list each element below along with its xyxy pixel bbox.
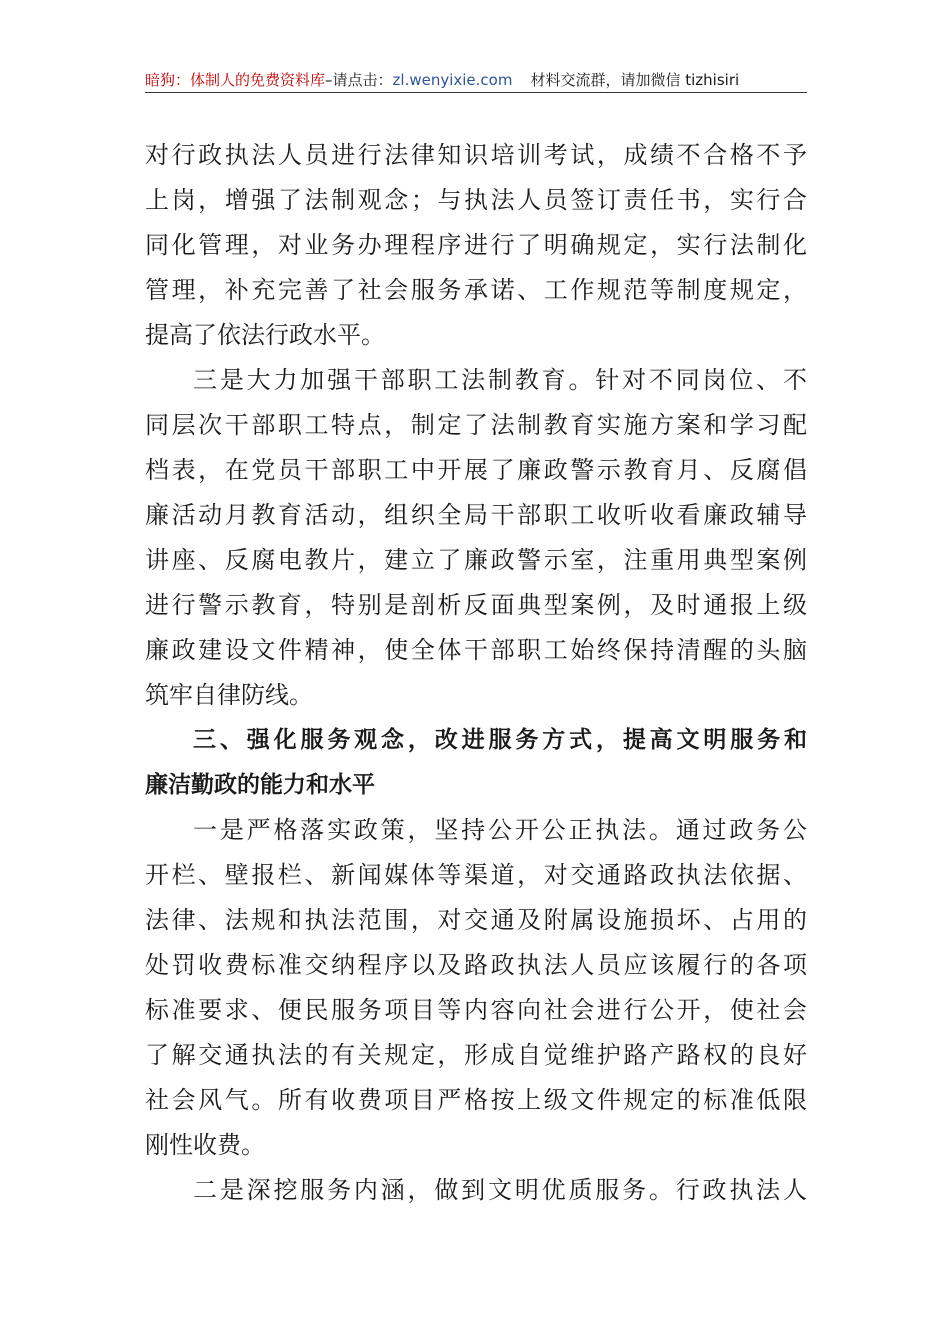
header-group-text: 材料交流群，请加微信 tizhisiri: [530, 71, 740, 89]
body-line: 同层次干部职工特点，制定了法制教育实施方案和学习配: [145, 411, 807, 439]
header-site-name: 暗狗：体制人的免费资料库: [145, 71, 326, 89]
body-line: 档表，在党员干部职工中开展了廉政警示教育月、反腐倡: [145, 456, 807, 484]
body-line: 管理，补充完善了社会服务承诺、工作规范等制度规定，: [145, 276, 807, 304]
body-line: 法律、法规和执法范围，对交通及附属设施损坏、占用的: [145, 906, 807, 934]
header-click-prompt: –请点击：: [325, 71, 393, 89]
paragraph-start: 一是严格落实政策，坚持公开公正执法。通过政务公: [193, 816, 807, 844]
body-line: 刚性收费。: [145, 1131, 265, 1159]
document-body: [145, 133, 807, 1213]
page-header: [145, 70, 807, 93]
paragraph-start: 二是深挖服务内涵，做到文明优质服务。行政执法人: [193, 1176, 807, 1204]
body-line: 社会风气。所有收费项目严格按上级文件规定的标准低限: [145, 1086, 807, 1114]
body-line: 了解交通执法的有关规定，形成自觉维护路产路权的良好: [145, 1041, 807, 1069]
body-line: 标准要求、便民服务项目等内容向社会进行公开，使社会: [145, 996, 807, 1024]
body-line: 廉政建设文件精神，使全体干部职工始终保持清醒的头脑: [145, 636, 807, 664]
header-url-link[interactable]: zl.wenyixie.com: [392, 71, 513, 89]
paragraph-start: 三是大力加强干部职工法制教育。针对不同岗位、不: [193, 366, 807, 394]
body-line: 进行警示教育，特别是剖析反面典型案例，及时通报上级: [145, 591, 807, 619]
body-line: 筑牢自律防线。: [145, 681, 313, 709]
section-heading: 廉洁勤政的能力和水平: [145, 772, 375, 798]
body-line: 同化管理，对业务办理程序进行了明确规定，实行法制化: [145, 231, 807, 259]
body-line: 提高了依法行政水平。: [145, 321, 385, 349]
body-line: 处罚收费标准交纳程序以及路政执法人员应该履行的各项: [145, 951, 807, 979]
body-line: 廉活动月教育活动，组织全局干部职工收听收看廉政辅导: [145, 501, 807, 529]
body-line: 对行政执法人员进行法律知识培训考试，成绩不合格不予: [145, 141, 807, 169]
body-line: 开栏、壁报栏、新闻媒体等渠道，对交通路政执法依据、: [145, 861, 807, 889]
body-line: 讲座、反腐电教片，建立了廉政警示室，注重用典型案例: [145, 546, 807, 574]
body-line: 上岗，增强了法制观念；与执法人员签订责任书，实行合: [145, 186, 807, 214]
section-heading: 三、强化服务观念，改进服务方式，提高文明服务和: [193, 727, 807, 753]
